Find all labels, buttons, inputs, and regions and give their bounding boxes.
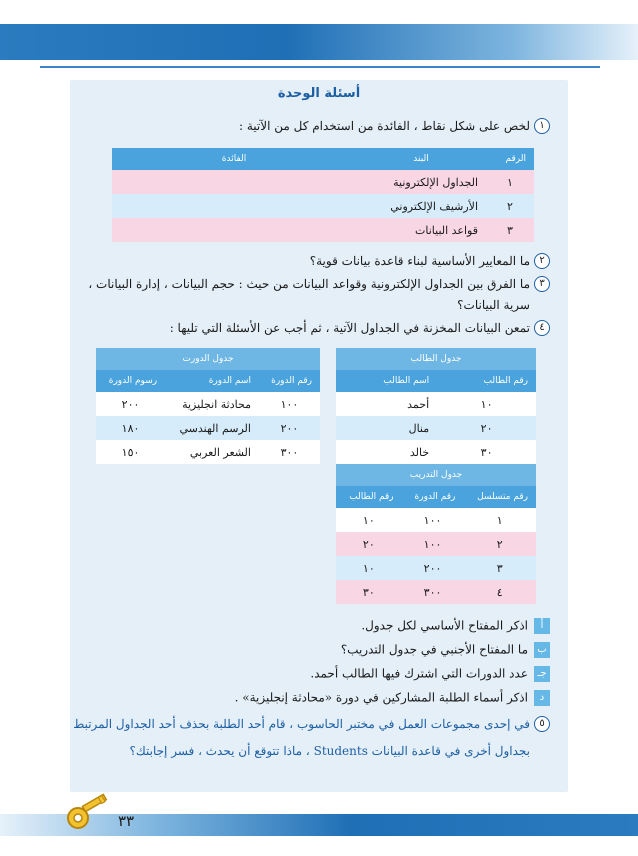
column-header: رقم الدورة xyxy=(402,486,464,508)
question-3-continued: سرية البيانات؟ xyxy=(457,298,530,312)
sub-question-letter: ب xyxy=(534,642,550,658)
table-cell: ٢٠ xyxy=(437,416,536,440)
table-cell: ٢ xyxy=(486,194,534,218)
sub-question-letter: د xyxy=(534,690,550,706)
sub-question-letter: جـ xyxy=(534,666,550,682)
table-cell: ٢ xyxy=(463,532,536,556)
page-number: ٣٣ xyxy=(118,812,135,830)
table-row xyxy=(336,416,536,440)
table-row xyxy=(336,556,536,580)
header-divider xyxy=(40,66,600,68)
table-header-row xyxy=(96,370,320,392)
table-header-row xyxy=(336,486,536,508)
column-header: الرقم xyxy=(486,148,534,170)
table-header-row xyxy=(336,370,536,392)
table-cell: ١٠ xyxy=(336,508,402,532)
students-table xyxy=(336,348,536,464)
table-caption: جدول التدريب xyxy=(336,464,536,486)
table-cell: ٣٠ xyxy=(336,580,402,604)
column-header: اسم الطالب xyxy=(336,370,437,392)
column-header: رقم الطالب xyxy=(336,486,402,508)
question-text: ما الفرق بين الجداول الإلكترونية وقواعد البيانات من حيث : حجم البيانات ، إدارة البيانات ، xyxy=(88,277,530,291)
table-cell: الأرشيف الإلكتروني xyxy=(356,194,486,218)
table-cell: محادثة انجليزية xyxy=(165,392,259,416)
header-band xyxy=(0,24,638,60)
sub-question-text: اذكر المفتاح الأساسي لكل جدول. xyxy=(361,618,528,633)
table-caption: جدول الطالب xyxy=(336,348,536,370)
table-cell: ٣٠٠ xyxy=(259,440,320,464)
table-cell: ١٨٠ xyxy=(96,416,165,440)
table-cell: ٢٠٠ xyxy=(259,416,320,440)
benefits-table xyxy=(112,148,534,242)
table-cell: ١٠٠ xyxy=(402,508,464,532)
table-cell: الشعر العربي xyxy=(165,440,259,464)
table-cell: ١٠٠ xyxy=(402,532,464,556)
table-cell: أحمد xyxy=(336,392,437,416)
courses-table xyxy=(96,348,320,464)
sub-question-text: عدد الدورات التي اشترك فيها الطالب أحمد. xyxy=(310,666,528,681)
sub-question-c xyxy=(310,666,550,682)
key-icon xyxy=(66,792,114,832)
table-cell: ١٥٠ xyxy=(96,440,165,464)
table-cell: ١ xyxy=(486,170,534,194)
table-cell xyxy=(112,194,356,218)
table-row xyxy=(336,532,536,556)
table-row xyxy=(336,392,536,416)
question-number: ٣ xyxy=(534,276,550,292)
table-cell xyxy=(112,170,356,194)
table-cell: ٢٠ xyxy=(336,532,402,556)
sub-question-b xyxy=(341,642,550,658)
table-cell: ٣٠٠ xyxy=(402,580,464,604)
table-cell: الرسم الهندسي xyxy=(165,416,259,440)
column-header: رقم الدورة xyxy=(259,370,320,392)
table-cell: قواعد البيانات xyxy=(356,218,486,242)
table-row xyxy=(96,440,320,464)
table-row xyxy=(96,416,320,440)
table-row xyxy=(336,440,536,464)
table-cell: ٣ xyxy=(486,218,534,242)
table-caption: جدول الدورت xyxy=(96,348,320,370)
table-cell: الجداول الإلكترونية xyxy=(356,170,486,194)
question-text: في إحدى مجموعات العمل في مختبر الحاسوب ، قام أحد الطلبة بحذف أحد الجداول المرتبط xyxy=(73,717,530,731)
training-table xyxy=(336,464,536,604)
column-header: رسوم الدورة xyxy=(96,370,165,392)
table-cell: منال xyxy=(336,416,437,440)
table-cell: ١ xyxy=(463,508,536,532)
question-5-continued: بجداول أخرى في قاعدة البيانات Students ، ماذا تتوقع أن يحدث ، فسر إجابتك؟ xyxy=(129,744,530,758)
table-cell: ٢٠٠ xyxy=(402,556,464,580)
sub-question-text: اذكر أسماء الطلبة المشاركين في دورة «محادثة إنجليزية» . xyxy=(234,690,528,705)
table-row xyxy=(336,508,536,532)
table-row xyxy=(336,580,536,604)
table-cell: خالد xyxy=(336,440,437,464)
table-cell: ١٠٠ xyxy=(259,392,320,416)
question-2 xyxy=(310,253,550,269)
question-text: ما المعايير الأساسية لبناء قاعدة بيانات قوية؟ xyxy=(309,254,530,268)
table-header-row xyxy=(112,148,534,170)
table-row xyxy=(112,218,534,242)
table-cell: ١٠ xyxy=(336,556,402,580)
question-text: تمعن البيانات المخزنة في الجداول الآتية ، ثم أجب عن الأسئلة التي تليها : xyxy=(169,321,530,335)
column-header: رقم متسلسل xyxy=(463,486,536,508)
question-number: ٥ xyxy=(534,716,550,732)
question-text: لخص على شكل نقاط ، الفائدة من استخدام كل من الآتية : xyxy=(238,119,530,133)
column-header: الفائدة xyxy=(112,148,356,170)
sub-question-text: ما المفتاح الأجنبي في جدول التدريب؟ xyxy=(340,642,528,657)
header-unit-title: الوحدة الأولى: المعلومات الرقمية في قواعد البيانات xyxy=(86,12,280,22)
table-cell: ٣ xyxy=(463,556,536,580)
column-header: البند xyxy=(356,148,486,170)
sub-question-a xyxy=(361,618,550,634)
question-5 xyxy=(73,716,550,732)
question-1 xyxy=(239,118,550,134)
question-number: ١ xyxy=(534,118,550,134)
question-3 xyxy=(88,276,550,292)
table-cell: ٤ xyxy=(463,580,536,604)
page-title: أسئلة الوحدة xyxy=(277,86,361,101)
sub-question-d xyxy=(235,690,550,706)
column-header: اسم الدورة xyxy=(165,370,259,392)
table-row xyxy=(96,392,320,416)
question-number: ٢ xyxy=(534,253,550,269)
sub-question-letter: أ xyxy=(534,618,550,634)
question-number: ٤ xyxy=(534,320,550,336)
table-row xyxy=(112,170,534,194)
table-cell xyxy=(112,218,356,242)
table-cell: ٢٠٠ xyxy=(96,392,165,416)
table-row xyxy=(112,194,534,218)
table-cell: ٣٠ xyxy=(437,440,536,464)
question-4 xyxy=(170,320,550,336)
table-cell: ١٠ xyxy=(437,392,536,416)
column-header: رقم الطالب xyxy=(437,370,536,392)
